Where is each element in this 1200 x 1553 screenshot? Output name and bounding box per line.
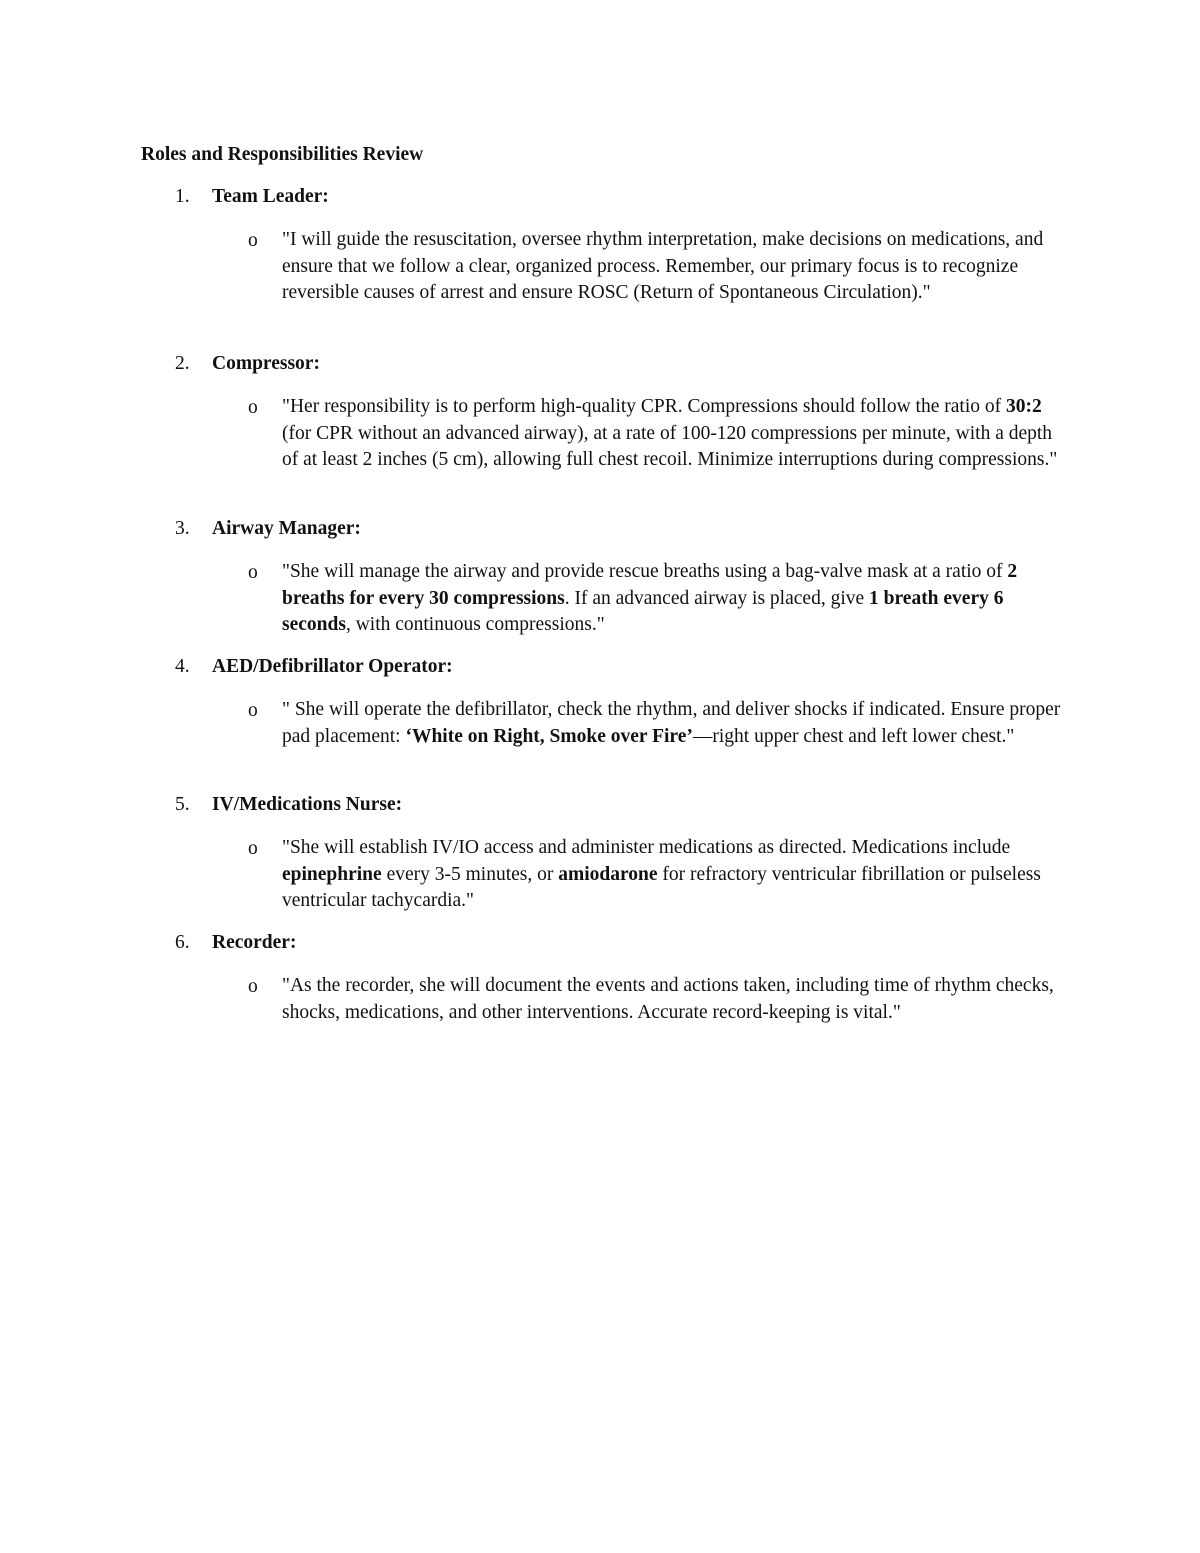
- bullet-marker: o: [248, 976, 258, 997]
- role-number: 5.: [175, 794, 190, 815]
- role-title: Airway Manager:: [212, 518, 361, 539]
- bullet-marker: o: [248, 562, 258, 583]
- role-description: "I will guide the resuscitation, oversee rhythm interpretation, make decisions on medications, and ensure that we follow a clear, organized process. Remember, our primary focus is to recognize reversible causes of arrest and ensure ROSC (Return of Spontaneous Circulation).": [282, 229, 1044, 303]
- role-title: Compressor:: [212, 353, 320, 374]
- role-number: 2.: [175, 353, 190, 374]
- role-description: "She will establish IV/IO access and administer medications as directed. Medications include epinephrine every 3-5 minutes, or amiodarone for refractory ventricular fibrillation or pulseless ventricular tachycardia.": [282, 837, 1041, 911]
- document-title: Roles and Responsibilities Review: [141, 144, 424, 165]
- bullet-marker: o: [248, 230, 258, 251]
- role-number: 4.: [175, 656, 190, 677]
- role-title: AED/Defibrillator Operator:: [212, 656, 453, 677]
- role-title: Team Leader:: [212, 186, 329, 207]
- bullet-marker: o: [248, 397, 258, 418]
- role-description: "Her responsibility is to perform high-quality CPR. Compressions should follow the ratio of 30:2 (for CPR without an advanced airway), at a rate of 100-120 compressions per minute, with a depth of at least 2 inches (5 cm), allowing full chest recoil. Minimize interruptions during compressions.": [282, 396, 1058, 470]
- role-number: 1.: [175, 186, 190, 207]
- role-description: " She will operate the defibrillator, check the rhythm, and deliver shocks if indicated. Ensure proper pad placement: ‘White on Right, Smoke over Fire’—right upper chest and left lower chest.": [282, 699, 1061, 747]
- role-number: 3.: [175, 518, 190, 539]
- role-description: "As the recorder, she will document the events and actions taken, including time of rhythm checks, shocks, medications, and other interventions. Accurate record-keeping is vital.": [282, 975, 1054, 1023]
- role-description: "She will manage the airway and provide rescue breaths using a bag-valve mask at a ratio of 2 breaths for every 30 compressions. If an advanced airway is placed, give 1 breath every 6 seconds, with continuous compressions.": [282, 561, 1018, 635]
- role-title: IV/Medications Nurse:: [212, 794, 403, 815]
- role-number: 6.: [175, 932, 190, 953]
- role-title: Recorder:: [212, 932, 297, 953]
- bullet-marker: o: [248, 700, 258, 721]
- bullet-marker: o: [248, 838, 258, 859]
